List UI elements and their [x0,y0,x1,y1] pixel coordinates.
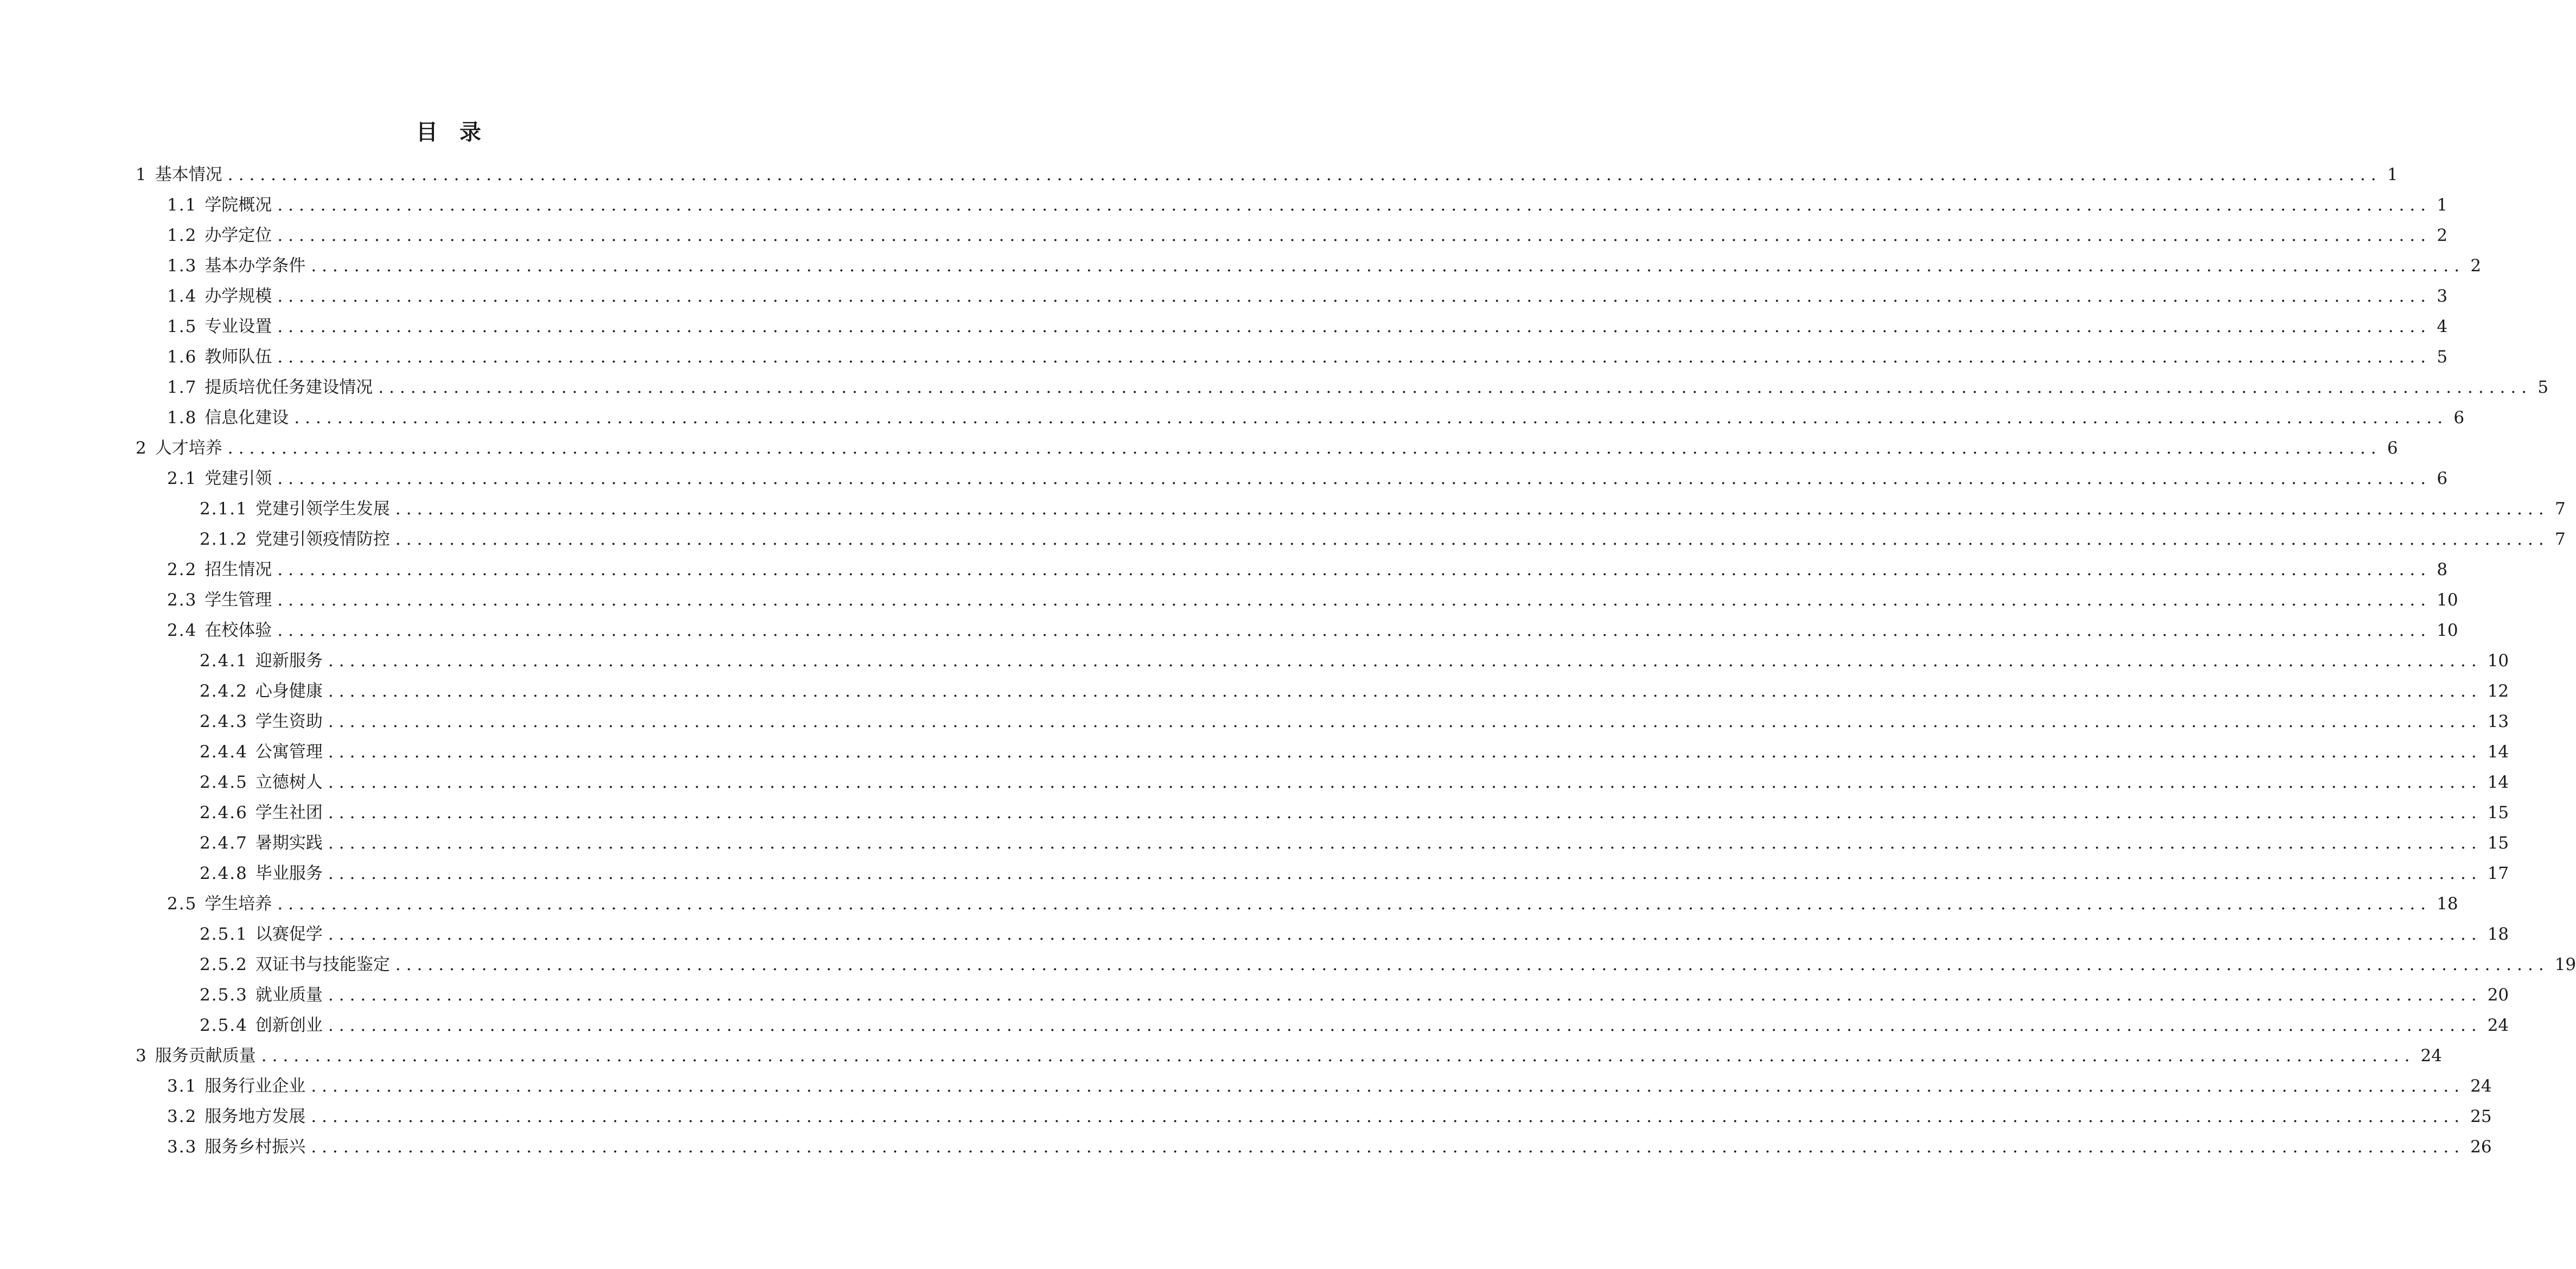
toc-entry-page: 25 [2470,1107,2492,1126]
toc-entry-2-4-4[interactable] [136,737,2509,767]
toc-entry-page: 19 [2554,955,2576,974]
toc-entry-3-2[interactable] [136,1101,2492,1132]
toc-entry-number: 2.1.2 [200,530,248,549]
toc-dot-leader: ........................................................................................................................................................................................................ [227,438,2382,458]
toc-entry-2-4-2[interactable] [136,676,2509,706]
toc-entry-number: 2.1 [167,469,197,488]
toc-entry-1-6[interactable] [136,342,2448,372]
toc-entry-page: 5 [2537,378,2549,397]
toc-entry-page: 1 [2437,195,2448,215]
toc-dot-leader: ........................................................................................................................................................................................................ [328,985,2482,1005]
toc-entry-1-3[interactable] [136,251,2482,281]
toc-dot-leader: ........................................................................................................................................................................................................ [328,773,2482,792]
toc-entry-page: 4 [2437,317,2448,336]
toc-entry-number: 3.1 [167,1076,197,1096]
toc-entry-number: 2.4.7 [200,833,248,853]
toc-dot-leader: ........................................................................................................................................................................................................ [277,347,2432,367]
toc-entry-1-4[interactable] [136,281,2448,311]
toc-entry-2-5-2[interactable] [136,949,2576,980]
toc-dot-leader: ........................................................................................................................................................................................................ [277,469,2432,488]
toc-entry-number: 3 [136,1046,148,1066]
toc-entry-number: 1 [136,165,148,184]
toc-entry-label: 学生管理 [204,590,272,610]
toc-dot-leader: ........................................................................................................................................................................................................ [328,712,2482,731]
toc-entry-label: 服务贡献质量 [155,1046,256,1066]
toc-dot-leader: ........................................................................................................................................................................................................ [277,894,2432,914]
toc-entry-page: 3 [2437,286,2448,306]
toc-entry-2-1-1[interactable] [136,494,2566,524]
toc-entry-2-4-3[interactable] [136,706,2509,737]
toc-entry-page: 10 [2437,590,2458,610]
table-of-contents [136,160,2576,1162]
toc-entry-label: 办学规模 [204,286,272,306]
toc-entry-number: 1.2 [167,226,197,245]
toc-entry-2-1-2[interactable] [136,524,2566,554]
toc-entry-page: 8 [2437,560,2448,579]
toc-entry-1-8[interactable] [136,403,2465,433]
toc-entry-number: 1.6 [167,347,197,367]
toc-entry-page: 10 [2487,651,2509,671]
toc-entry-page: 18 [2437,894,2458,914]
toc-dot-leader: ........................................................................................................................................................................................................ [395,499,2549,519]
toc-entry-number: 2.4.3 [200,712,248,731]
toc-entry-number: 2.4.4 [200,742,248,762]
toc-entry-2-4-5[interactable] [136,767,2509,798]
toc-dot-leader: ........................................................................................................................................................................................................ [328,1016,2482,1035]
toc-entry-page: 2 [2470,256,2482,276]
toc-entry-label: 双证书与技能鉴定 [255,955,390,974]
toc-dot-leader: ........................................................................................................................................................................................................ [395,955,2549,974]
toc-entry-page: 26 [2470,1137,2492,1157]
toc-dot-leader: ........................................................................................................................................................................................................ [277,590,2432,610]
toc-entry-page: 15 [2487,833,2509,853]
toc-dot-leader: ........................................................................................................................................................................................................ [311,256,2465,276]
toc-entry-number: 1.1 [167,195,197,215]
toc-entry-label: 就业质量 [255,985,323,1005]
toc-entry-number: 1.4 [167,286,197,306]
toc-entry-page: 6 [2437,469,2448,488]
toc-entry-1-1[interactable] [136,190,2448,220]
toc-entry-number: 2.4.2 [200,681,248,701]
toc-entry-label: 学生培养 [204,894,272,914]
toc-entry-number: 2.5.3 [200,985,248,1005]
toc-dot-leader: ........................................................................................................................................................................................................ [378,378,2533,397]
toc-title: 目录 [416,120,503,145]
toc-entry-2-2[interactable] [136,554,2448,585]
toc-entry-number: 2.2 [167,560,197,579]
toc-entry-1-7[interactable] [136,372,2549,403]
toc-entry-page: 12 [2487,681,2509,701]
toc-dot-leader: ........................................................................................................................................................................................................ [227,165,2382,184]
toc-dot-leader: ........................................................................................................................................................................................................ [311,1137,2465,1157]
toc-entry-label: 毕业服务 [255,864,323,883]
toc-entry-number: 2.5.1 [200,924,248,944]
toc-dot-leader: ........................................................................................................................................................................................................ [277,621,2432,640]
toc-entry-page: 24 [2470,1076,2492,1096]
toc-entry-page: 6 [2453,408,2465,428]
toc-entry-2-5-4[interactable] [136,1010,2509,1041]
toc-entry-label: 创新创业 [255,1016,323,1035]
toc-entry-label: 学院概况 [204,195,272,215]
toc-entry-2-4[interactable] [136,615,2458,646]
toc-entry-page: 1 [2387,165,2398,184]
toc-dot-leader: ........................................................................................................................................................................................................ [328,924,2482,944]
toc-entry-label: 办学定位 [204,226,272,245]
toc-entry-number: 2 [136,438,148,458]
toc-entry-number: 1.8 [167,408,197,428]
toc-entry-label: 迎新服务 [255,651,323,671]
toc-entry-label: 服务行业企业 [204,1076,306,1096]
toc-entry-label: 党建引领学生发展 [255,499,390,519]
toc-dot-leader: ........................................................................................................................................................................................................ [277,317,2432,336]
toc-dot-leader: ........................................................................................................................................................................................................ [277,226,2432,245]
toc-entry-label: 基本办学条件 [204,256,306,276]
toc-entry-label: 提质培优任务建设情况 [204,378,373,397]
toc-dot-leader: ........................................................................................................................................................................................................ [311,1107,2465,1126]
toc-entry-label: 服务乡村振兴 [204,1137,306,1157]
toc-entry-number: 2.4.1 [200,651,248,671]
toc-entry-label: 学生社团 [255,803,323,822]
toc-entry-2-4-1[interactable] [136,646,2509,676]
toc-dot-leader: ........................................................................................................................................................................................................ [294,408,2449,428]
toc-entry-page: 24 [2420,1046,2442,1066]
toc-entry-label: 人才培养 [155,438,222,458]
toc-entry-number: 1.3 [167,256,197,276]
toc-entry-1[interactable] [136,160,2398,190]
toc-entry-label: 在校体验 [204,621,272,640]
toc-entry-2-5-3[interactable] [136,980,2509,1010]
toc-entry-page: 5 [2437,347,2448,367]
toc-entry-2-3[interactable] [136,585,2458,615]
toc-entry-number: 3.3 [167,1137,197,1157]
toc-entry-2-5[interactable] [136,889,2458,919]
toc-dot-leader: ........................................................................................................................................................................................................ [277,560,2432,579]
toc-entry-label: 公寓管理 [255,742,323,762]
toc-entry-label: 心身健康 [255,681,323,701]
toc-dot-leader: ........................................................................................................................................................................................................ [261,1046,2415,1066]
toc-entry-2-4-6[interactable] [136,798,2509,828]
toc-dot-leader: ........................................................................................................................................................................................................ [277,286,2432,306]
toc-dot-leader: ........................................................................................................................................................................................................ [328,651,2482,671]
toc-entry-page: 15 [2487,803,2509,822]
toc-entry-number: 1.5 [167,317,197,336]
toc-entry-1-5[interactable] [136,311,2448,342]
toc-entry-number: 2.4.6 [200,803,248,822]
toc-entry-page: 20 [2487,985,2509,1005]
toc-entry-number: 2.5.2 [200,955,248,974]
toc-entry-label: 专业设置 [204,317,272,336]
toc-entry-3[interactable] [136,1041,2442,1071]
toc-entry-number: 3.2 [167,1107,197,1126]
toc-entry-1-2[interactable] [136,220,2448,251]
toc-dot-leader: ........................................................................................................................................................................................................ [311,1076,2465,1096]
toc-entry-3-1[interactable] [136,1071,2492,1101]
toc-entry-2[interactable] [136,433,2398,463]
toc-entry-page: 7 [2554,499,2566,519]
toc-entry-label: 暑期实践 [255,833,323,853]
toc-entry-page: 24 [2487,1016,2509,1035]
toc-entry-page: 14 [2487,773,2509,792]
toc-entry-number: 2.4 [167,621,197,640]
toc-dot-leader: ........................................................................................................................................................................................................ [395,530,2549,549]
toc-entry-number: 2.4.8 [200,864,248,883]
toc-entry-label: 学生资助 [255,712,323,731]
toc-entry-label: 基本情况 [155,165,222,184]
toc-entry-3-3[interactable] [136,1132,2492,1162]
toc-dot-leader: ........................................................................................................................................................................................................ [277,195,2432,215]
toc-entry-page: 2 [2437,226,2448,245]
toc-entry-page: 14 [2487,742,2509,762]
toc-entry-page: 6 [2387,438,2398,458]
toc-entry-number: 2.3 [167,590,197,610]
toc-entry-page: 18 [2487,924,2509,944]
toc-entry-label: 招生情况 [204,560,272,579]
toc-entry-label: 立德树人 [255,773,323,792]
toc-entry-page: 7 [2554,530,2566,549]
toc-entry-page: 17 [2487,864,2509,883]
toc-entry-label: 党建引领疫情防控 [255,530,390,549]
toc-entry-number: 2.4.5 [200,773,248,792]
toc-entry-number: 2.1.1 [200,499,248,519]
toc-dot-leader: ........................................................................................................................................................................................................ [328,864,2482,883]
toc-entry-2-5-1[interactable] [136,919,2509,949]
toc-entry-2-4-7[interactable] [136,828,2509,858]
toc-entry-2-1[interactable] [136,463,2448,494]
toc-dot-leader: ........................................................................................................................................................................................................ [328,742,2482,762]
toc-entry-label: 以赛促学 [255,924,323,944]
toc-entry-2-4-8[interactable] [136,858,2509,889]
toc-entry-page: 13 [2487,712,2509,731]
toc-dot-leader: ........................................................................................................................................................................................................ [328,803,2482,822]
toc-entry-number: 1.7 [167,378,197,397]
toc-entry-number: 2.5 [167,894,197,914]
toc-entry-label: 教师队伍 [204,347,272,367]
toc-entry-page: 10 [2437,621,2458,640]
toc-entry-label: 党建引领 [204,469,272,488]
toc-entry-label: 信息化建设 [204,408,289,428]
toc-entry-number: 2.5.4 [200,1016,248,1035]
toc-dot-leader: ........................................................................................................................................................................................................ [328,833,2482,853]
toc-dot-leader: ........................................................................................................................................................................................................ [328,681,2482,701]
toc-entry-label: 服务地方发展 [204,1107,306,1126]
